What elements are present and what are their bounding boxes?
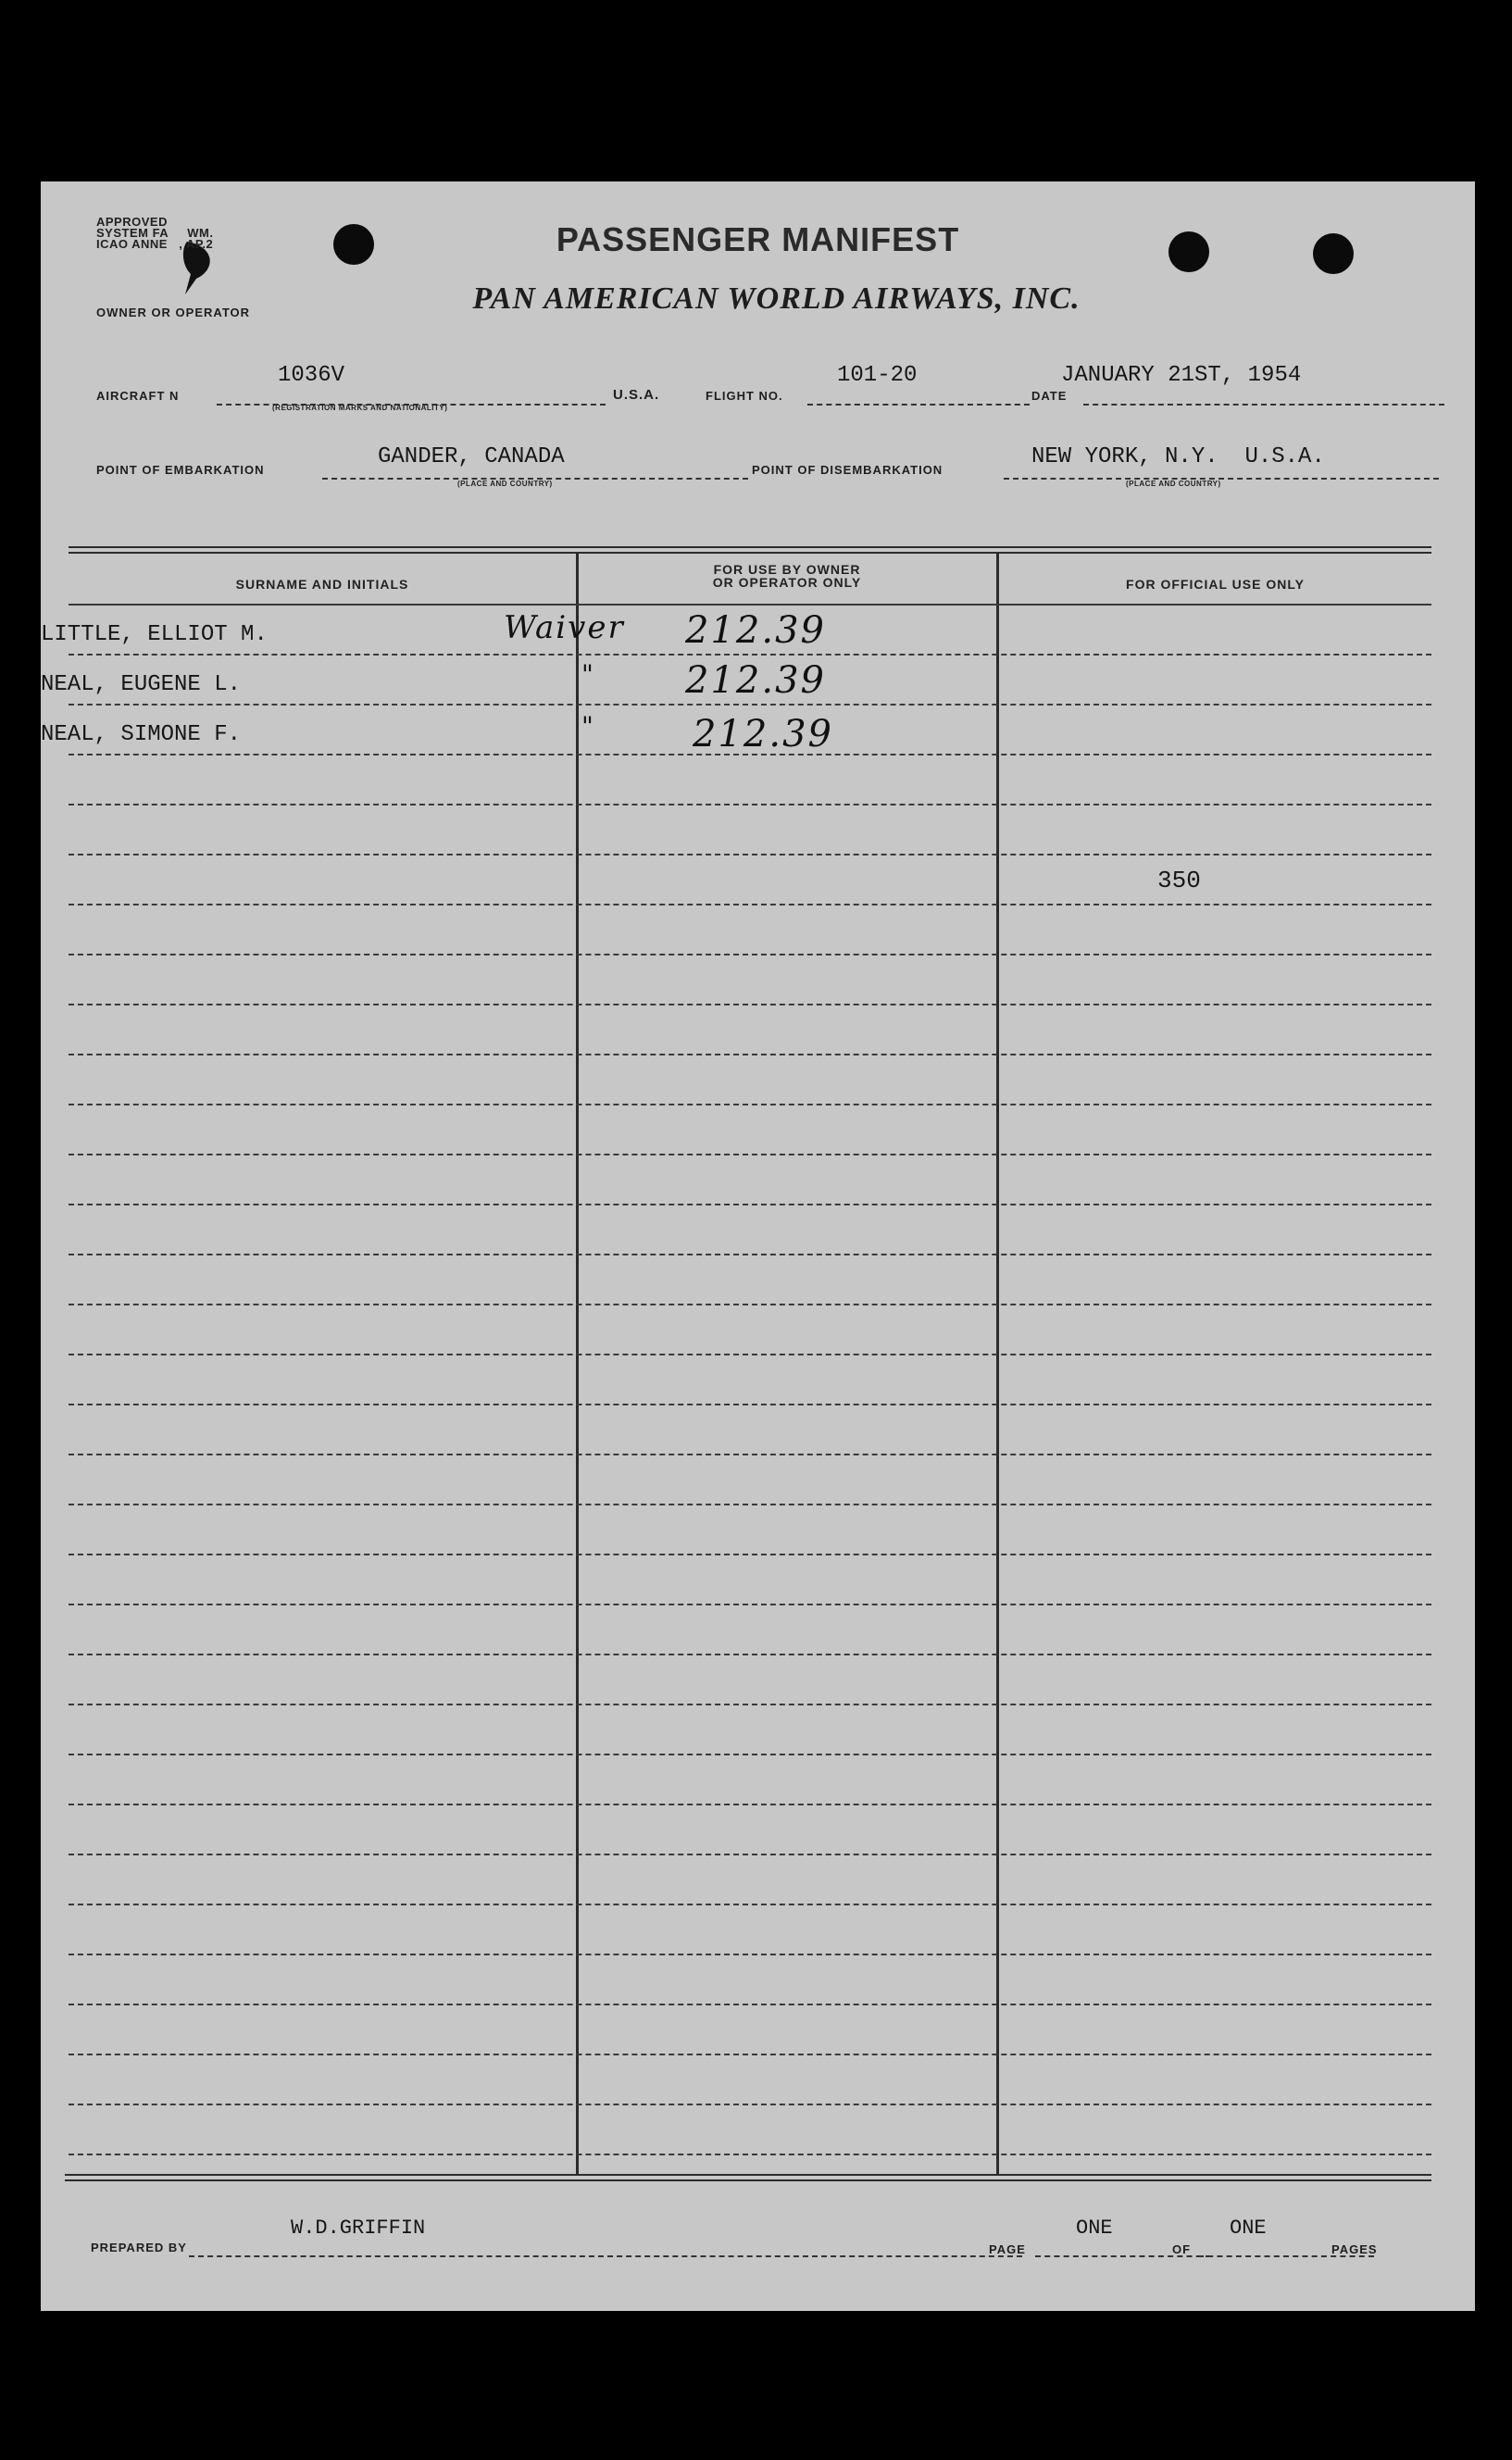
- disembarkation-label: POINT OF DISEMBARKATION: [752, 463, 943, 477]
- table-bottom-rule: [65, 2174, 1431, 2176]
- row-line: [69, 1404, 1431, 1405]
- row-line: [69, 1454, 1431, 1455]
- aircraft-label: AIRCRAFT N: [96, 389, 180, 403]
- prepared-by-underline: [189, 2255, 1022, 2257]
- row-line: [69, 1654, 1431, 1655]
- row-line: [69, 2004, 1431, 2005]
- row-line: [69, 1004, 1431, 1005]
- owner-operator-label: OWNER OR OPERATOR: [96, 306, 251, 319]
- of-value: ONE: [1230, 2216, 1267, 2240]
- registration-caption: (REGISTRATION MARKS AND NATIONALITY): [272, 404, 448, 412]
- official-use-column-header: FOR OFFICIAL USE ONLY: [1126, 577, 1305, 592]
- row-line: [69, 1104, 1431, 1105]
- passenger-name: NEAL, SIMONE F.: [41, 722, 242, 747]
- row-line: [69, 904, 1431, 905]
- row-line: [69, 804, 1431, 805]
- prepared-by-label: PREPARED BY: [91, 2241, 187, 2254]
- pages-label: PAGES: [1331, 2242, 1378, 2256]
- date-label: DATE: [1031, 389, 1068, 403]
- row-line: [69, 654, 1431, 656]
- row-line: [69, 1604, 1431, 1605]
- disembarkation-caption: (PLACE AND COUNTRY): [1126, 480, 1221, 488]
- row-line: [69, 1204, 1431, 1205]
- flight-value: 101-20: [837, 363, 918, 388]
- row-line: [69, 1554, 1431, 1555]
- table-top-rule-2: [69, 552, 1431, 554]
- disembarkation-value: NEW YORK, N.Y. U.S.A.: [1031, 444, 1325, 469]
- embarkation-caption: (PLACE AND COUNTRY): [457, 480, 553, 488]
- row-line: [69, 1154, 1431, 1155]
- row-line: [69, 1304, 1431, 1305]
- table-bottom-rule-2: [65, 2179, 1431, 2181]
- owner-use-mark: ": [581, 711, 595, 742]
- row-line: [69, 1054, 1431, 1055]
- page-value: ONE: [1076, 2216, 1113, 2240]
- passenger-name: NEAL, EUGENE L.: [41, 672, 242, 697]
- manifest-page: [41, 181, 1475, 2311]
- column-divider-2: [996, 554, 999, 2176]
- disembarkation-underline: [1004, 478, 1439, 480]
- embarkation-label: POINT OF EMBARKATION: [96, 463, 265, 477]
- row-line: [69, 2154, 1431, 2155]
- fare-amount: 212.39: [685, 659, 826, 702]
- table-top-rule: [69, 546, 1431, 548]
- of-label: OF: [1172, 2242, 1192, 2256]
- fare-amount: 212.39: [685, 609, 826, 652]
- surname-column-header: SURNAME AND INITIALS: [235, 577, 409, 592]
- row-line: [69, 854, 1431, 855]
- row-line: [69, 1504, 1431, 1505]
- row-line: [69, 1254, 1431, 1255]
- approval-stamp-text: APPROVED SYSTEM FA WM. ICAO ANNE , AP.2: [96, 215, 214, 251]
- row-line: [69, 1854, 1431, 1855]
- owner-use-column-header: FOR USE BY OWNER OR OPERATOR ONLY: [712, 562, 862, 590]
- row-line: [69, 1954, 1431, 1955]
- embarkation-value: GANDER, CANADA: [378, 444, 565, 469]
- row-line: [69, 1354, 1431, 1355]
- row-line: [69, 1754, 1431, 1755]
- row-line: [69, 1704, 1431, 1705]
- aircraft-value: 1036V: [278, 363, 345, 388]
- flight-underline: [807, 404, 1030, 406]
- row-line: [69, 1904, 1431, 1905]
- fare-amount: 212.39: [693, 713, 833, 755]
- column-divider-1: [576, 554, 579, 2176]
- row-line: [69, 604, 1431, 606]
- official-note: 350: [1157, 867, 1201, 894]
- usa-label: U.S.A.: [613, 387, 660, 403]
- row-line: [69, 954, 1431, 955]
- company-name: PAN AMERICAN WORLD AIRWAYS, INC.: [472, 281, 1081, 316]
- owner-use-mark: Waiver: [504, 609, 625, 646]
- passenger-name: LITTLE, ELLIOT M.: [41, 622, 268, 647]
- row-line: [69, 1804, 1431, 1805]
- owner-use-mark: ": [581, 659, 595, 690]
- row-line: [69, 704, 1431, 706]
- date-value: JANUARY 21ST, 1954: [1061, 363, 1302, 388]
- prepared-by-value: W.D.GRIFFIN: [291, 2216, 426, 2240]
- page-title: PASSENGER MANIFEST: [556, 220, 960, 258]
- row-line: [69, 2054, 1431, 2055]
- flight-label: FLIGHT NO.: [706, 389, 783, 403]
- date-underline: [1083, 404, 1444, 406]
- row-line: [69, 2104, 1431, 2105]
- page-label: PAGE: [989, 2242, 1026, 2256]
